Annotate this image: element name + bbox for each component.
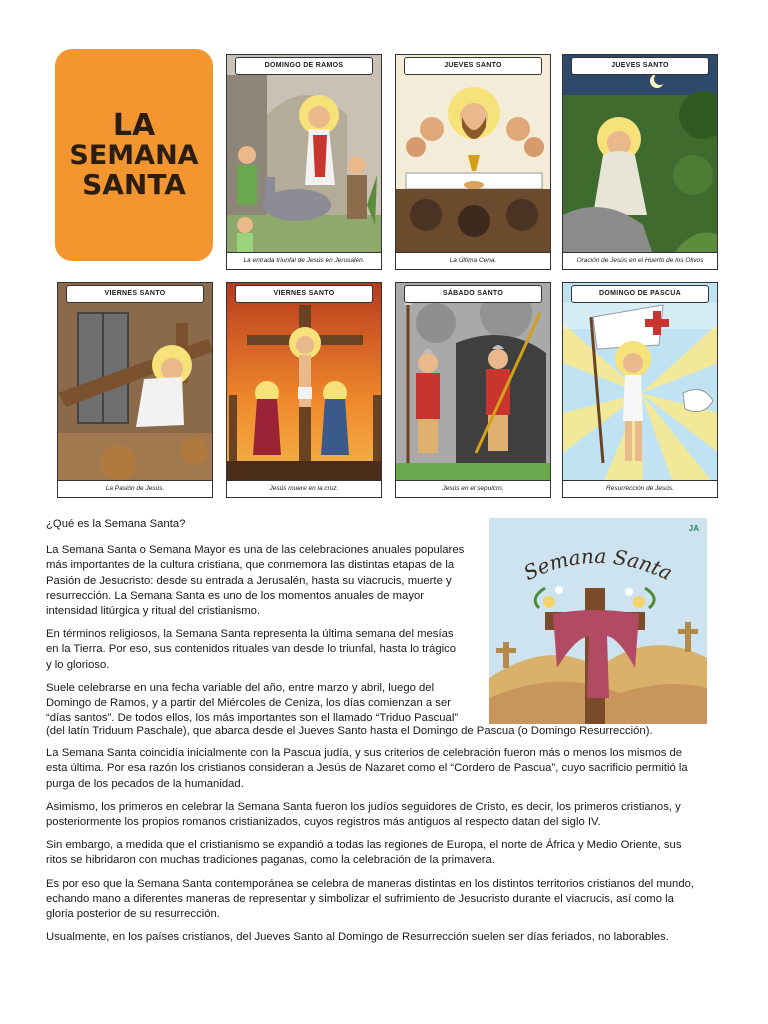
illustration-crucifixion: [227, 283, 382, 498]
card-jueves-santo-cena: [395, 54, 551, 270]
card-caption: La Última Cena.: [396, 252, 550, 269]
card-viernes-santo-pasion: [57, 282, 213, 498]
paragraph-1-line: Pasión de Jesucristo: desde su entrada a Jerusalén, hasta su viacrucis, muerte y: [46, 574, 452, 587]
paragraph-1-line: más importantes de la cultura cristiana, que conmemora las distintas etapas de la: [46, 559, 455, 572]
illustration-entrada-jerusalen: [227, 55, 382, 270]
paragraph-6-line: ritos se hibridaron con muchas tradiciones paganas, como la celebración de la primavera.: [46, 854, 495, 867]
card-domingo-de-pascua: [562, 282, 718, 498]
paragraph-4-line: esta última. Por esa razón los cristianos consideran a Jesús de Nazaret como el “Cordero de Pascua”, cuyo sacrificio permitió la: [46, 762, 688, 775]
paragraph-3-line: (del latín Triduum Paschale), que abarca desde el Jueves Santo hasta el Domingo de Pascua (o Domingo Resurrección).: [46, 725, 653, 737]
paragraph-4-line: La Semana Santa coincidía inicialmente con la Pascua judía, y sus criterios de celebración fueron más o menos los mismos de: [46, 747, 683, 760]
paragraph-7-line: echando mano a diferentes maneras de representar y simbolizar el sufrimiento de Jesucristo durante el viacrucis, así como la: [46, 892, 674, 905]
paragraph-1-line: resurrección. La Semana Santa es uno de los momentos anuales de mayor: [46, 589, 425, 602]
illustration-pasion: [58, 283, 213, 498]
paragraph-2-line: en la Tierra. Por eso, sus contenidos rituales van desde lo triunfal, hasta lo trágico: [46, 643, 457, 656]
card-domingo-de-ramos: [226, 54, 382, 270]
article-text-bottom: [46, 724, 726, 945]
paragraph-5-line: Asimismo, los primeros en celebrar la Semana Santa fueron los judíos seguidores de Cristo, es decir, los primeros cristianos, y: [46, 800, 681, 813]
card-banner: VIERNES SANTO: [235, 285, 373, 303]
card-caption: Resurrección de Jesús.: [563, 480, 717, 497]
cross-illustration: [489, 518, 707, 724]
paragraph-1-line: La Semana Santa o Semana Mayor es una de las celebraciones anuales populares: [46, 544, 465, 557]
paragraph-2-line: En términos religiosos, la Semana Santa representa la última semana del mesías: [46, 628, 454, 641]
illustration-ultima-cena: [396, 55, 551, 270]
card-caption: Oración de Jesús en el Huerto de los Olivos: [563, 252, 717, 269]
paragraph-4-line: purga de los pecados de la humanidad.: [46, 777, 244, 790]
illustration-resurreccion: [563, 283, 718, 498]
illustration-sepulcro: [396, 283, 551, 498]
card-caption: La Pasión de Jesús.: [58, 480, 212, 497]
paragraph-3-line: Suele celebrarse en una fecha variable del año, entre marzo y abril, luego del: [46, 681, 435, 694]
card-banner: SÁBADO SANTO: [404, 285, 542, 303]
paragraph-6-line: Sin embargo, a medida que el cristianismo se expandió a todas las regiones de Europa, el norte de África y Medio Oriente, sus: [46, 839, 682, 852]
card-caption: Jesús muere en la cruz.: [227, 480, 381, 497]
paragraph-2-line: y lo glorioso.: [46, 658, 110, 671]
paragraph-3-line: Domingo de Ramos, y a partir del Miércoles de Ceniza, los días comienzan a ser: [46, 697, 451, 710]
paragraph-1-line: intensidad litúrgica y ritual del cristianismo.: [46, 605, 261, 618]
title-line-2: SEMANA: [69, 139, 199, 171]
question-heading: ¿Qué es la Semana Santa?: [46, 518, 186, 530]
paragraph-5-line: posteriormente los propios romanos cristianizados, cuyos registros más antiguos al respecto datan del siglo IV.: [46, 816, 601, 829]
card-sabado-santo: [395, 282, 551, 498]
card-viernes-santo-cruz: [226, 282, 382, 498]
paragraph-7-line: Es por eso que la Semana Santa contemporánea se celebra de maneras distintas en los distintos territorios cristianos del mundo,: [46, 877, 695, 890]
title-line-1: LA: [112, 108, 156, 144]
card-banner: JUEVES SANTO: [571, 57, 709, 75]
paragraph-8-line: Usualmente, en los países cristianos, del Jueves Santo al Domingo de Resurrección suelen ser días feriados, no laborables.: [46, 931, 669, 944]
title-card: [58, 52, 210, 258]
card-banner: VIERNES SANTO: [66, 285, 204, 303]
article-text-top: [46, 517, 486, 726]
image-title: Semana Santa: [519, 543, 677, 586]
paragraph-3-line: “días santos”. De todos ellos, los más importantes son el llamado “Triduo Pascual”: [46, 712, 459, 725]
ja-logo: JA: [688, 524, 699, 533]
card-banner: JUEVES SANTO: [404, 57, 542, 75]
title-line-3: SANTA: [82, 168, 186, 202]
card-banner: DOMINGO DE PASCUA: [571, 285, 709, 303]
card-caption: Jesús en el sepulcro.: [396, 480, 550, 497]
paragraph-7-line: gloria posterior de su resurrección.: [46, 908, 220, 921]
card-jueves-santo-huerto: [562, 54, 718, 270]
card-caption: La entrada triunfal de Jesús en Jerusalén.: [227, 252, 381, 269]
semana-santa-cross-image: [489, 518, 707, 724]
card-banner: DOMINGO DE RAMOS: [235, 57, 373, 75]
illustration-huerto-olivos: [563, 55, 718, 270]
